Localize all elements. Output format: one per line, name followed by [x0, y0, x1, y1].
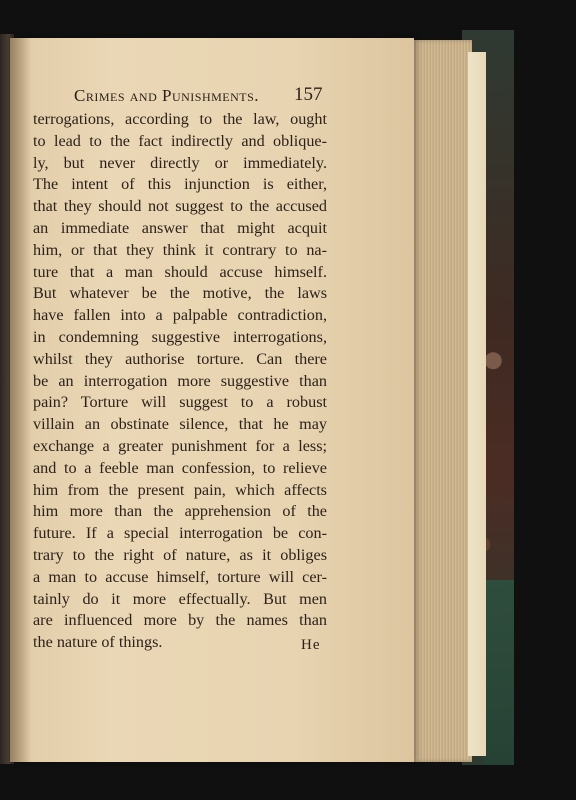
text-line: him from the present pain, which affects — [33, 480, 327, 499]
text-line: and to a feeble man confession, to relieve — [33, 458, 327, 477]
text-line: villain an obstinate silence, that he may — [33, 415, 327, 434]
text-line: him more than the apprehension of the — [33, 502, 327, 521]
text-line: But whatever be the motive, the laws — [33, 284, 327, 303]
text-line: trary to the right of nature, as it obliges — [33, 545, 327, 564]
text-line: exchange a greater punishment for a less; — [33, 436, 327, 455]
text-line: the nature of things. — [33, 633, 163, 652]
text-line: have fallen into a palpable contradiction, — [33, 306, 327, 325]
text-line: terrogations, according to the law, ought — [33, 110, 327, 128]
text-line: whilst they authorise torture. Can there — [33, 349, 327, 368]
text-line: in condemning suggestive interrogations, — [33, 327, 327, 346]
text-line: him, or that they think it contrary to na- — [33, 240, 327, 259]
text-line: ly, but never directly or immediately. — [33, 153, 327, 172]
text-line: tainly do it more effectually. But men — [33, 589, 327, 608]
text-line: pain? Torture will suggest to a robust — [33, 393, 327, 412]
text-line: are influenced more by the names than — [33, 611, 327, 630]
text-line: to lead to the fact indirectly and oblique- — [33, 131, 327, 150]
catchword: He — [301, 637, 321, 653]
running-head: Crimes and Punishments. — [74, 86, 260, 105]
text-line: an immediate answer that might acquit — [33, 218, 327, 237]
page-edge-highlight — [468, 52, 486, 756]
text-line: ture that a man should accuse himself. — [33, 262, 327, 281]
text-line: a man to accuse himself, torture will cer- — [33, 567, 327, 586]
body-text — [33, 109, 327, 654]
green-cloth-board — [484, 580, 514, 765]
text-line: that they should not suggest to the accused — [33, 197, 327, 216]
text-line: The intent of this injunction is either, — [33, 175, 327, 194]
text-line: be an interrogation more suggestive than — [33, 371, 327, 390]
text-line: future. If a special interrogation be con- — [33, 524, 327, 543]
page-edges — [410, 40, 472, 762]
gutter-shadow — [10, 38, 32, 762]
page-number: 157 — [294, 84, 323, 105]
